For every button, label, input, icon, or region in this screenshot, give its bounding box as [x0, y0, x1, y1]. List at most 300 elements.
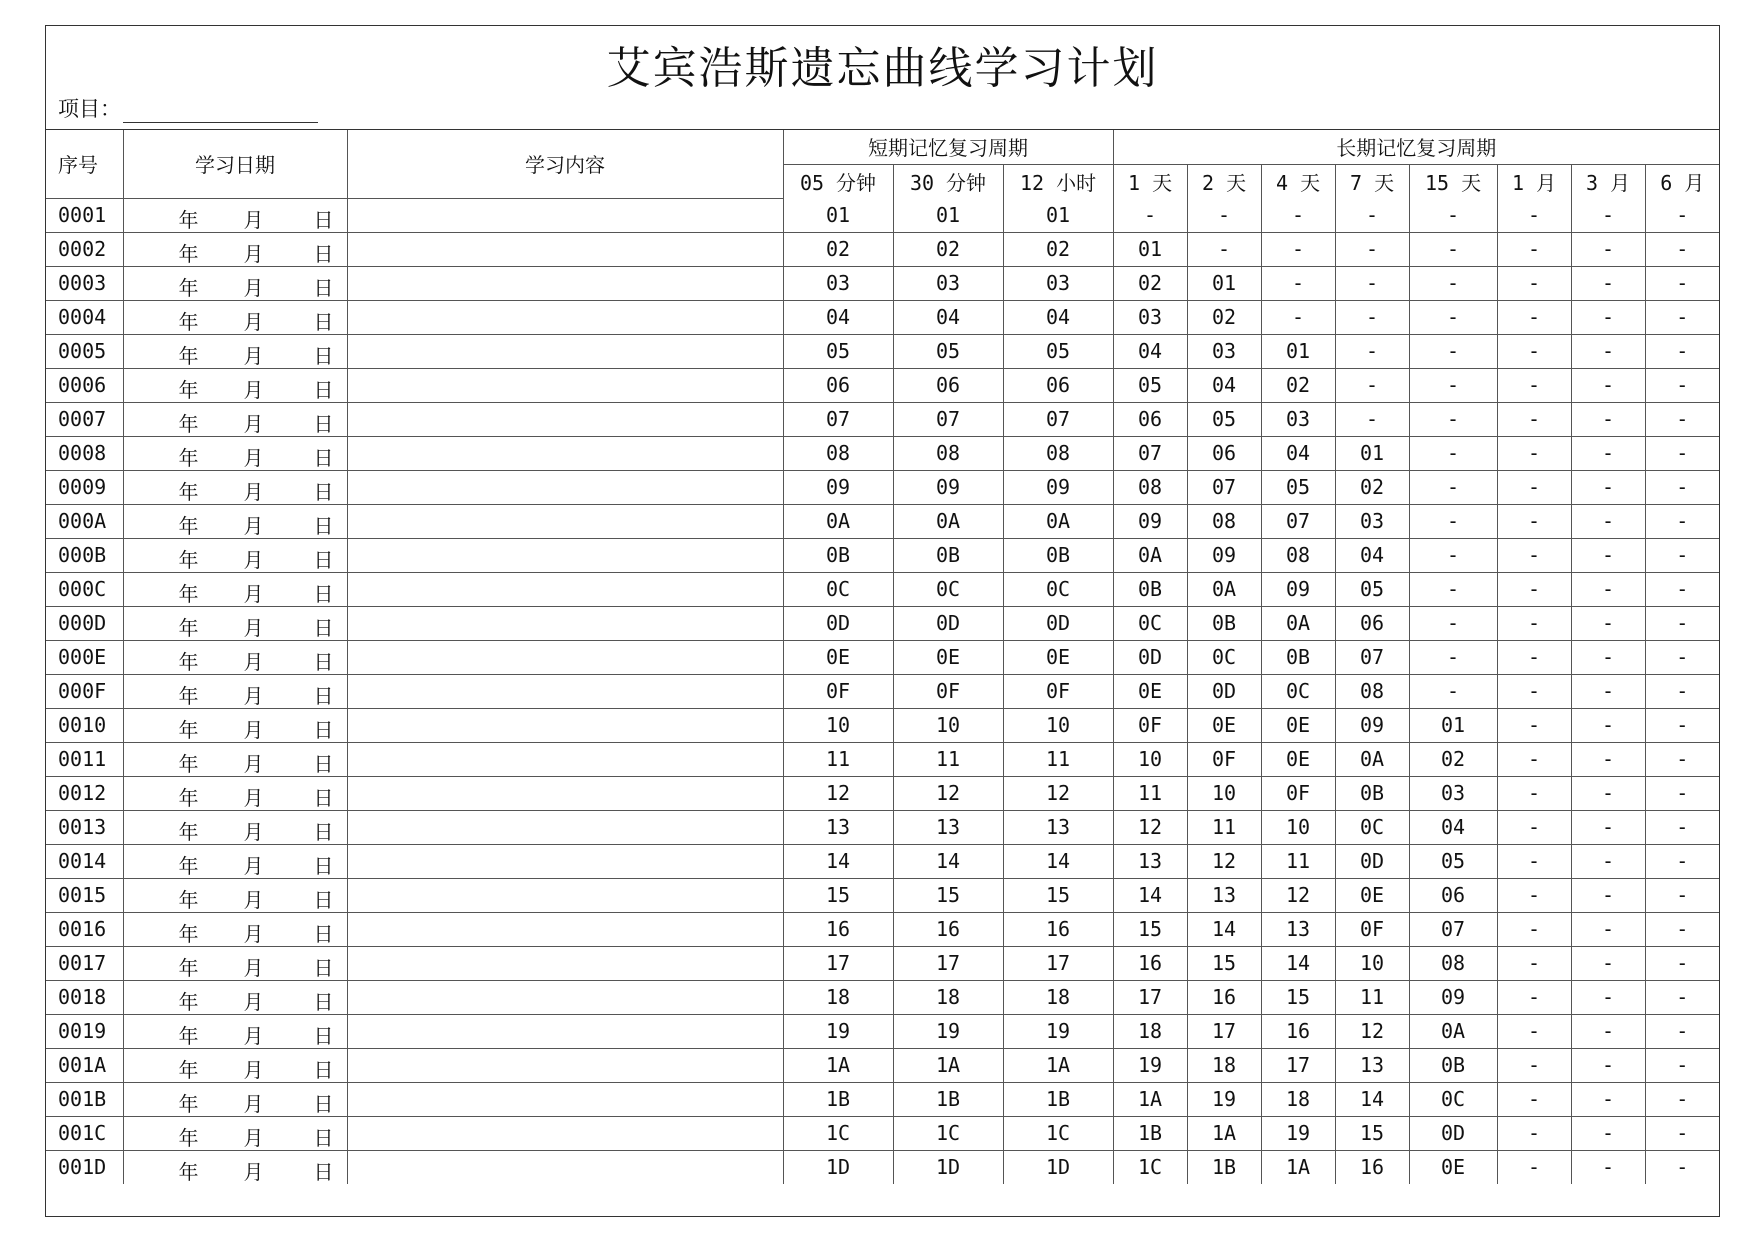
long-review-cell: 0E — [1261, 708, 1335, 742]
study-date-cell[interactable] — [123, 198, 347, 232]
study-date-cell[interactable] — [123, 402, 347, 436]
long-review-cell: - — [1261, 300, 1335, 334]
short-review-cell: 0E — [783, 640, 893, 674]
study-content-cell[interactable] — [347, 776, 783, 810]
short-review-cell: 0C — [893, 572, 1003, 606]
short-review-cell: 16 — [1003, 912, 1113, 946]
short-review-cell: 12 — [893, 776, 1003, 810]
long-review-cell: - — [1497, 742, 1571, 776]
date-unit-year: 年 — [178, 785, 199, 810]
long-review-cell: - — [1335, 334, 1409, 368]
short-review-cell: 04 — [783, 300, 893, 334]
long-review-cell: 0D — [1187, 674, 1261, 708]
long-review-cell: 1B — [1187, 1150, 1261, 1184]
long-review-cell: 09 — [1187, 538, 1261, 572]
short-review-cell: 1A — [1003, 1048, 1113, 1082]
study-content-cell[interactable] — [347, 436, 783, 470]
long-review-cell: - — [1571, 1116, 1645, 1150]
study-date-cell[interactable] — [123, 368, 347, 402]
seq-cell: 0003 — [46, 266, 123, 300]
short-review-cell: 05 — [783, 334, 893, 368]
date-header: 学习日期 — [123, 130, 347, 198]
short-review-cell: 11 — [783, 742, 893, 776]
date-unit-day: 日 — [313, 207, 334, 232]
study-date-cell[interactable] — [123, 504, 347, 538]
long-review-cell: - — [1497, 368, 1571, 402]
study-content-cell[interactable] — [347, 1048, 783, 1082]
long-review-cell: 15 — [1187, 946, 1261, 980]
study-date-cell[interactable] — [123, 912, 347, 946]
short-review-cell: 15 — [783, 878, 893, 912]
study-date-cell[interactable] — [123, 844, 347, 878]
long-review-cell: - — [1645, 368, 1719, 402]
project-input-line[interactable] — [123, 102, 318, 123]
date-unit-month: 月 — [243, 921, 264, 946]
short-review-cell: 1D — [783, 1150, 893, 1184]
short-review-cell: 01 — [1003, 198, 1113, 232]
seq-cell: 0009 — [46, 470, 123, 504]
long-review-cell: 08 — [1113, 470, 1187, 504]
long-review-cell: 05 — [1187, 402, 1261, 436]
date-unit-day: 日 — [313, 411, 334, 436]
date-unit-month: 月 — [243, 649, 264, 674]
seq-cell: 0011 — [46, 742, 123, 776]
long-review-cell: 0E — [1261, 742, 1335, 776]
long-review-cell: - — [1497, 708, 1571, 742]
short-review-cell: 01 — [893, 198, 1003, 232]
long-review-cell: - — [1645, 1082, 1719, 1116]
short-review-cell: 02 — [1003, 232, 1113, 266]
long-review-cell: 1C — [1113, 1150, 1187, 1184]
short-review-cell: 04 — [893, 300, 1003, 334]
study-content-cell[interactable] — [347, 1150, 783, 1184]
short-review-cell: 1C — [783, 1116, 893, 1150]
short-review-cell: 05 — [893, 334, 1003, 368]
long-review-cell: 14 — [1187, 912, 1261, 946]
study-content-cell[interactable] — [347, 912, 783, 946]
long-review-cell: - — [1497, 198, 1571, 232]
long-review-cell: 0A — [1113, 538, 1187, 572]
date-unit-month: 月 — [243, 887, 264, 912]
date-unit-day: 日 — [313, 649, 334, 674]
study-date-cell[interactable] — [123, 674, 347, 708]
project-field — [58, 93, 318, 123]
long-review-cell: - — [1497, 232, 1571, 266]
study-content-cell[interactable] — [347, 742, 783, 776]
date-unit-day: 日 — [313, 547, 334, 572]
long-review-cell: - — [1645, 266, 1719, 300]
study-date-cell[interactable] — [123, 470, 347, 504]
long-review-cell: 10 — [1335, 946, 1409, 980]
date-unit-year: 年 — [178, 343, 199, 368]
seq-header: 序号 — [46, 130, 123, 198]
long-review-cell: 02 — [1187, 300, 1261, 334]
study-content-cell[interactable] — [347, 504, 783, 538]
long-review-cell: 16 — [1113, 946, 1187, 980]
date-unit-year: 年 — [178, 1159, 199, 1184]
long-review-cell: 03 — [1113, 300, 1187, 334]
date-unit-day: 日 — [313, 819, 334, 844]
long-review-cell: - — [1571, 232, 1645, 266]
short-review-cell: 06 — [1003, 368, 1113, 402]
study-date-cell[interactable] — [123, 980, 347, 1014]
short-review-cell: 03 — [783, 266, 893, 300]
long-review-cell: - — [1571, 946, 1645, 980]
table-row — [46, 300, 1719, 334]
long-review-cell: - — [1645, 504, 1719, 538]
date-unit-day: 日 — [313, 853, 334, 878]
study-content-cell[interactable] — [347, 334, 783, 368]
study-date-cell[interactable] — [123, 708, 347, 742]
study-content-cell[interactable] — [347, 572, 783, 606]
project-label: 项目： — [58, 97, 121, 121]
long-review-cell: - — [1335, 402, 1409, 436]
long-review-cell: 12 — [1261, 878, 1335, 912]
long-review-cell: - — [1409, 572, 1497, 606]
long-review-cell: 0B — [1409, 1048, 1497, 1082]
long-review-cell: - — [1409, 606, 1497, 640]
study-date-cell[interactable] — [123, 640, 347, 674]
long-review-cell: - — [1409, 266, 1497, 300]
long-review-cell: 1A — [1261, 1150, 1335, 1184]
table-row — [46, 810, 1719, 844]
long-review-cell: 0C — [1187, 640, 1261, 674]
study-date-cell[interactable] — [123, 878, 347, 912]
long-review-cell: - — [1645, 912, 1719, 946]
long-review-cell: - — [1335, 266, 1409, 300]
date-unit-month: 月 — [243, 513, 264, 538]
table-row — [46, 538, 1719, 572]
study-date-cell[interactable] — [123, 742, 347, 776]
study-content-cell[interactable] — [347, 470, 783, 504]
date-unit-month: 月 — [243, 683, 264, 708]
study-date-cell[interactable] — [123, 810, 347, 844]
table-body — [46, 198, 1719, 1184]
study-content-cell[interactable] — [347, 844, 783, 878]
date-unit-year: 年 — [178, 377, 199, 402]
table-row — [46, 232, 1719, 266]
long-review-cell: - — [1497, 674, 1571, 708]
long-review-cell: - — [1571, 1150, 1645, 1184]
date-unit-month: 月 — [243, 207, 264, 232]
seq-cell: 0015 — [46, 878, 123, 912]
study-date-cell[interactable] — [123, 334, 347, 368]
long-review-cell: 0B — [1335, 776, 1409, 810]
long-review-cell: 0D — [1335, 844, 1409, 878]
short-review-cell: 09 — [893, 470, 1003, 504]
table-row — [46, 674, 1719, 708]
long-review-cell: - — [1571, 1048, 1645, 1082]
table-row — [46, 402, 1719, 436]
study-date-cell[interactable] — [123, 946, 347, 980]
study-content-cell[interactable] — [347, 402, 783, 436]
short-review-cell: 1A — [893, 1048, 1003, 1082]
date-unit-month: 月 — [243, 411, 264, 436]
short-review-cell: 11 — [1003, 742, 1113, 776]
long-review-cell: - — [1497, 1082, 1571, 1116]
short-review-cell: 19 — [893, 1014, 1003, 1048]
long-review-cell: - — [1571, 300, 1645, 334]
long-review-cell: 10 — [1261, 810, 1335, 844]
long-review-cell: - — [1571, 776, 1645, 810]
long-review-cell: 05 — [1113, 368, 1187, 402]
long-review-cell: - — [1645, 674, 1719, 708]
date-unit-day: 日 — [313, 1057, 334, 1082]
table-row — [46, 776, 1719, 810]
date-unit-month: 月 — [243, 343, 264, 368]
study-date-cell[interactable] — [123, 776, 347, 810]
long-review-cell: - — [1571, 980, 1645, 1014]
study-content-cell[interactable] — [347, 810, 783, 844]
study-content-cell[interactable] — [347, 878, 783, 912]
date-unit-day: 日 — [313, 309, 334, 334]
study-date-cell[interactable] — [123, 538, 347, 572]
long-review-cell: - — [1409, 402, 1497, 436]
long-review-cell: - — [1645, 232, 1719, 266]
study-content-cell[interactable] — [347, 946, 783, 980]
short-review-cell: 17 — [893, 946, 1003, 980]
long-review-cell: 0A — [1409, 1014, 1497, 1048]
study-date-cell[interactable] — [123, 300, 347, 334]
short-review-cell: 17 — [1003, 946, 1113, 980]
long-review-cell: 15 — [1113, 912, 1187, 946]
long-review-cell: 15 — [1335, 1116, 1409, 1150]
long-review-cell: 18 — [1113, 1014, 1187, 1048]
long-review-cell: 08 — [1261, 538, 1335, 572]
seq-cell: 001C — [46, 1116, 123, 1150]
seq-cell: 0010 — [46, 708, 123, 742]
long-review-cell: 09 — [1261, 572, 1335, 606]
study-date-cell[interactable] — [123, 436, 347, 470]
long-review-cell: 11 — [1335, 980, 1409, 1014]
study-content-cell[interactable] — [347, 674, 783, 708]
long-review-cell: - — [1571, 436, 1645, 470]
long-review-cell: - — [1335, 368, 1409, 402]
date-unit-day: 日 — [313, 887, 334, 912]
long-review-cell: 12 — [1335, 1014, 1409, 1048]
table-row — [46, 1116, 1719, 1150]
long-review-cell: 02 — [1261, 368, 1335, 402]
short-review-cell: 0E — [893, 640, 1003, 674]
date-unit-day: 日 — [313, 581, 334, 606]
study-content-cell[interactable] — [347, 368, 783, 402]
long-review-cell: - — [1571, 334, 1645, 368]
date-unit-month: 月 — [243, 1057, 264, 1082]
study-date-cell[interactable] — [123, 1150, 347, 1184]
date-unit-month: 月 — [243, 377, 264, 402]
long-review-cell: - — [1571, 742, 1645, 776]
long-review-cell: - — [1261, 198, 1335, 232]
long-review-cell: 17 — [1187, 1014, 1261, 1048]
short-review-cell: 0A — [783, 504, 893, 538]
date-unit-day: 日 — [313, 1091, 334, 1116]
study-plan-sheet — [45, 25, 1720, 1217]
long-review-cell: - — [1335, 300, 1409, 334]
long-review-cell: 03 — [1335, 504, 1409, 538]
long-review-cell: - — [1497, 504, 1571, 538]
short-review-cell: 04 — [1003, 300, 1113, 334]
short-review-cell: 17 — [783, 946, 893, 980]
study-date-cell[interactable] — [123, 606, 347, 640]
long-review-cell: - — [1497, 470, 1571, 504]
date-unit-day: 日 — [313, 921, 334, 946]
short-review-cell: 14 — [893, 844, 1003, 878]
long-review-cell: 1A — [1187, 1116, 1261, 1150]
date-unit-month: 月 — [243, 1159, 264, 1184]
date-unit-year: 年 — [178, 615, 199, 640]
table-row — [46, 368, 1719, 402]
study-content-cell[interactable] — [347, 266, 783, 300]
long-review-cell: - — [1497, 844, 1571, 878]
long-review-cell: - — [1571, 674, 1645, 708]
seq-cell: 0007 — [46, 402, 123, 436]
date-unit-year: 年 — [178, 887, 199, 912]
long-review-cell: 18 — [1261, 1082, 1335, 1116]
seq-cell: 0002 — [46, 232, 123, 266]
study-date-cell[interactable] — [123, 1082, 347, 1116]
long-review-cell: 0C — [1113, 606, 1187, 640]
long-review-cell: - — [1645, 742, 1719, 776]
date-unit-year: 年 — [178, 581, 199, 606]
date-unit-year: 年 — [178, 751, 199, 776]
table-row — [46, 1048, 1719, 1082]
long-interval-header: 1 月 — [1497, 164, 1571, 198]
long-review-cell: 08 — [1335, 674, 1409, 708]
study-content-cell[interactable] — [347, 1014, 783, 1048]
long-review-cell: - — [1645, 572, 1719, 606]
long-review-cell: - — [1571, 470, 1645, 504]
long-review-cell: 13 — [1113, 844, 1187, 878]
long-review-cell: 07 — [1335, 640, 1409, 674]
short-review-cell: 1B — [893, 1082, 1003, 1116]
long-review-cell: - — [1497, 334, 1571, 368]
long-review-cell: 04 — [1335, 538, 1409, 572]
long-review-cell: 0F — [1261, 776, 1335, 810]
short-review-cell: 0F — [1003, 674, 1113, 708]
long-review-cell: 16 — [1261, 1014, 1335, 1048]
short-review-cell: 10 — [893, 708, 1003, 742]
long-review-cell: - — [1497, 1014, 1571, 1048]
long-review-cell: - — [1497, 776, 1571, 810]
long-review-cell: 0C — [1335, 810, 1409, 844]
date-unit-month: 月 — [243, 1125, 264, 1150]
long-review-cell: - — [1409, 436, 1497, 470]
date-unit-year: 年 — [178, 547, 199, 572]
short-review-cell: 1D — [893, 1150, 1003, 1184]
study-date-cell[interactable] — [123, 1116, 347, 1150]
long-review-cell: 10 — [1187, 776, 1261, 810]
short-review-cell: 06 — [893, 368, 1003, 402]
long-review-cell: 05 — [1409, 844, 1497, 878]
title-block — [46, 26, 1719, 130]
study-content-cell[interactable] — [347, 606, 783, 640]
study-date-cell[interactable] — [123, 572, 347, 606]
table-row — [46, 844, 1719, 878]
short-review-cell: 13 — [1003, 810, 1113, 844]
short-review-cell: 15 — [1003, 878, 1113, 912]
long-review-cell: - — [1645, 1014, 1719, 1048]
seq-cell: 000D — [46, 606, 123, 640]
long-review-cell: - — [1409, 470, 1497, 504]
long-review-cell: - — [1571, 266, 1645, 300]
seq-cell: 001B — [46, 1082, 123, 1116]
study-content-cell[interactable] — [347, 1116, 783, 1150]
long-review-cell: 13 — [1335, 1048, 1409, 1082]
long-review-cell: - — [1113, 198, 1187, 232]
short-review-cell: 13 — [783, 810, 893, 844]
study-content-cell[interactable] — [347, 980, 783, 1014]
table-row — [46, 436, 1719, 470]
long-review-cell: - — [1645, 878, 1719, 912]
long-review-cell: - — [1645, 470, 1719, 504]
short-review-cell: 0E — [1003, 640, 1113, 674]
date-unit-month: 月 — [243, 445, 264, 470]
long-review-cell: 02 — [1409, 742, 1497, 776]
table-row — [46, 266, 1719, 300]
long-review-cell: - — [1497, 1048, 1571, 1082]
table-row — [46, 334, 1719, 368]
short-review-cell: 1C — [893, 1116, 1003, 1150]
table-row — [46, 1150, 1719, 1184]
date-unit-day: 日 — [313, 1023, 334, 1048]
long-review-cell: 12 — [1187, 844, 1261, 878]
long-review-cell: - — [1645, 1048, 1719, 1082]
short-review-cell: 07 — [1003, 402, 1113, 436]
long-review-cell: - — [1497, 980, 1571, 1014]
date-unit-day: 日 — [313, 1159, 334, 1184]
long-review-cell: 08 — [1409, 946, 1497, 980]
date-unit-year: 年 — [178, 819, 199, 844]
short-review-cell: 12 — [1003, 776, 1113, 810]
study-content-cell[interactable] — [347, 708, 783, 742]
date-unit-day: 日 — [313, 751, 334, 776]
study-content-cell[interactable] — [347, 198, 783, 232]
short-review-cell: 15 — [893, 878, 1003, 912]
short-review-cell: 0D — [783, 606, 893, 640]
long-review-cell: 08 — [1187, 504, 1261, 538]
study-content-cell[interactable] — [347, 300, 783, 334]
date-unit-month: 月 — [243, 819, 264, 844]
long-review-cell: - — [1497, 402, 1571, 436]
long-review-cell: - — [1645, 198, 1719, 232]
long-review-cell: 11 — [1187, 810, 1261, 844]
short-review-cell: 0F — [783, 674, 893, 708]
study-date-cell[interactable] — [123, 1014, 347, 1048]
long-review-cell: - — [1497, 912, 1571, 946]
study-date-cell[interactable] — [123, 266, 347, 300]
long-review-cell: 05 — [1261, 470, 1335, 504]
long-review-cell: 16 — [1187, 980, 1261, 1014]
table-row — [46, 912, 1719, 946]
long-review-cell: - — [1571, 912, 1645, 946]
study-date-cell[interactable] — [123, 232, 347, 266]
study-content-cell[interactable] — [347, 538, 783, 572]
short-review-cell: 14 — [1003, 844, 1113, 878]
long-review-cell: - — [1645, 402, 1719, 436]
date-unit-day: 日 — [313, 717, 334, 742]
long-review-cell: 01 — [1113, 232, 1187, 266]
study-content-cell[interactable] — [347, 640, 783, 674]
study-content-cell[interactable] — [347, 232, 783, 266]
long-review-cell: - — [1645, 436, 1719, 470]
study-date-cell[interactable] — [123, 1048, 347, 1082]
long-review-cell: 06 — [1113, 402, 1187, 436]
long-review-cell: 0F — [1187, 742, 1261, 776]
long-review-cell: - — [1645, 980, 1719, 1014]
long-review-cell: - — [1571, 402, 1645, 436]
long-review-cell: - — [1571, 708, 1645, 742]
study-content-cell[interactable] — [347, 1082, 783, 1116]
